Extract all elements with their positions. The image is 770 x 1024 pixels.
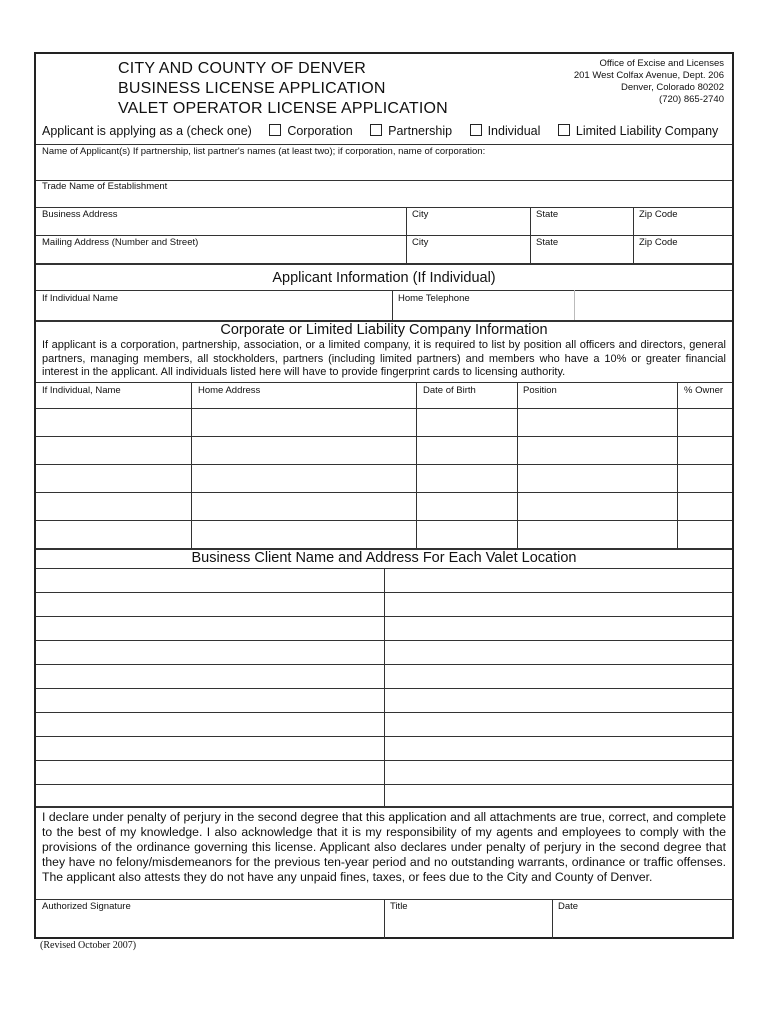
office-phone: (720) 865-2740: [659, 94, 724, 105]
form-title-business: BUSINESS LICENSE APPLICATION: [118, 80, 386, 97]
mailing-city-label: City: [412, 237, 429, 248]
trade-name-field[interactable]: [36, 194, 732, 206]
option-corporation-label: Corporation: [287, 124, 353, 138]
individual-section-heading: Applicant Information (If Individual): [272, 270, 496, 286]
owner-row[interactable]: [36, 465, 732, 492]
option-llc-label: Limited Liability Company: [575, 124, 719, 138]
owner-row[interactable]: [36, 409, 732, 436]
option-partnership-label: Partnership: [388, 124, 453, 138]
business-state-label: State: [536, 209, 559, 220]
checkbox-partnership[interactable]: [370, 124, 382, 136]
checkbox-individual[interactable]: [470, 124, 482, 136]
valet-location-row[interactable]: [36, 617, 732, 640]
individual-name-label: If Individual Name: [42, 293, 119, 304]
col-name: If Individual, Name: [42, 385, 121, 396]
col-date-of-birth: Date of Birth: [423, 385, 476, 396]
mailing-state-label: State: [536, 237, 559, 248]
business-zip-label: Zip Code: [639, 209, 678, 220]
option-individual[interactable]: [470, 124, 541, 138]
option-individual-label: Individual: [487, 124, 541, 138]
office-name: Office of Excise and Licenses: [599, 58, 724, 69]
business-city-label: City: [412, 209, 429, 220]
form-title-city: CITY AND COUNTY OF DENVER: [118, 60, 366, 77]
mailing-address-label: Mailing Address (Number and Street): [42, 237, 199, 248]
col-position: Position: [523, 385, 557, 396]
home-telephone-label: Home Telephone: [398, 293, 470, 304]
valet-location-row[interactable]: [36, 713, 732, 736]
application-form: [34, 52, 734, 939]
option-llc[interactable]: [558, 124, 718, 138]
valet-location-row[interactable]: [36, 641, 732, 664]
valet-location-row[interactable]: [36, 569, 732, 592]
valet-location-row[interactable]: [36, 689, 732, 712]
date-label: Date: [558, 901, 579, 912]
valet-location-row[interactable]: [36, 761, 732, 784]
declaration-text: I declare under penalty of perjury in the second degree that this application and all attachments are true, correct, and complete to the best of my knowledge. I also acknowledge that it is my responsibility of my agents and employees to comply with the provisions of the ordinance governing this license. Applicant also declares under penalty of perjury in the second degree that they have no felony/misdemeanors for the previous ten-year period and no outstanding warrants, ordinance or traffic offenses. The applicant also attests they do not have any unpaid fines, taxes, or fees due to the City and County of Denver.: [42, 810, 726, 884]
name-of-applicants-field[interactable]: [36, 158, 732, 180]
checkbox-llc[interactable]: [558, 124, 570, 136]
valet-section-heading: Business Client Name and Address For Each Valet Location: [191, 550, 577, 566]
corporate-section-heading: Corporate or Limited Liability Company Information: [220, 322, 548, 338]
office-street: 201 West Colfax Avenue, Dept. 206: [573, 70, 724, 81]
col-percent-owner: % Owner: [684, 385, 724, 396]
form-title-valet: VALET OPERATOR LICENSE APPLICATION: [118, 100, 448, 117]
owner-row[interactable]: [36, 521, 732, 548]
option-corporation[interactable]: [269, 124, 352, 138]
office-city: Denver, Colorado 80202: [621, 82, 724, 93]
name-of-applicants-label: Name of Applicant(s) If partnership, list partner's names (at least two); if corporation, name of corporation:: [42, 146, 486, 157]
valet-location-row[interactable]: [36, 593, 732, 616]
office-address: [574, 58, 724, 106]
title-label: Title: [390, 901, 408, 912]
signature-label: Authorized Signature: [42, 901, 131, 912]
signature-field[interactable]: [36, 914, 383, 939]
corporate-instructions: If applicant is a corporation, partnership, association, or a limited company, it is required to list by position all officers and directors, general partners, managing members, all stockholders, partners (including limited partners) and members who have a 10% or greater financial interest in the applicant. All individuals listed here will have to provide fingerprint cards to licensing authority.: [42, 339, 726, 378]
owner-row[interactable]: [36, 437, 732, 464]
title-field[interactable]: [385, 914, 551, 939]
col-home-address: Home Address: [198, 385, 261, 396]
checkbox-corporation[interactable]: [269, 124, 281, 136]
valet-location-row[interactable]: [36, 785, 732, 806]
date-field[interactable]: [553, 914, 733, 939]
option-partnership[interactable]: [370, 124, 452, 138]
valet-location-row[interactable]: [36, 665, 732, 688]
applicant-type-row: [42, 124, 718, 138]
valet-location-row[interactable]: [36, 737, 732, 760]
owner-row[interactable]: [36, 493, 732, 520]
revision-note: (Revised October 2007): [40, 940, 137, 951]
applicant-type-label: Applicant is applying as a (check one): [42, 124, 252, 138]
trade-name-label: Trade Name of Establishment: [42, 181, 168, 192]
business-address-label: Business Address: [42, 209, 118, 220]
mailing-zip-label: Zip Code: [639, 237, 678, 248]
